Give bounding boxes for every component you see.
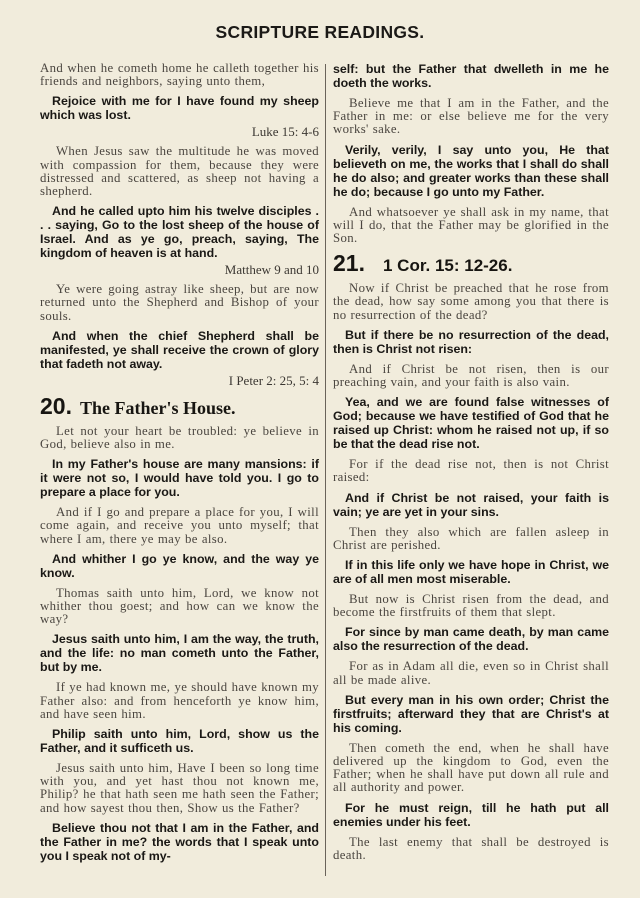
- verse-text: Then they also which are fallen asleep in Christ are perished.: [333, 524, 609, 552]
- verse-response: If in this life only we have hope in Christ, we are of all men most miserable.: [333, 558, 609, 587]
- verse-response: But if there be no resurrection of the dead, then is Christ not risen:: [333, 327, 609, 356]
- left-top-verses: [40, 62, 319, 388]
- verse-response: Verily, verily, I say unto you, He that believeth on me, the works that I shall do shall he do also; and greater works than these shall he do; because I go unto my Father.: [333, 142, 609, 199]
- scripture-reference: Matthew 9 and 10: [224, 262, 319, 278]
- verse-text: When Jesus saw the multitude he was moved with compassion for them, because they were distressed and scattered, as sheep not having a shepherd.: [40, 144, 319, 199]
- verse-response: And when the chief Shepherd shall be manifested, ye shall receive the crown of glory that fadeth not away.: [40, 328, 319, 371]
- verse-text: And when he cometh home he calleth together his friends and neighbors, saying unto them,: [40, 61, 319, 89]
- verse-response: Believe thou not that I am in the Father, and the Father in me? the words that I speak unto you I speak not of my-: [40, 820, 319, 863]
- verse-text: If ye had known me, ye should have known my Father also: and from henceforth ye know him, and have seen him.: [40, 680, 319, 721]
- verse-response: For since by man came death, by man came also the resurrection of the dead.: [333, 625, 609, 654]
- verse-text: For as in Adam all die, even so in Christ shall all be made alive.: [333, 659, 609, 687]
- verse-text: Now if Christ be preached that he rose from the dead, how say some among you that there is no resurrection of the dead?: [333, 281, 609, 322]
- column-divider: [325, 64, 326, 876]
- verse-text: And if I go and prepare a place for you, I will come again, and receive you unto myself; that where I am, there ye may be also.: [40, 505, 319, 546]
- page-title: SCRIPTURE READINGS.: [215, 22, 425, 42]
- verse-text: Then cometh the end, when he shall have delivered up the kingdom to God, even the Father; when he shall have put down all rule and all authority and power.: [333, 740, 609, 795]
- verse-response: Rejoice with me for I have found my sheep which was lost.: [40, 94, 319, 123]
- section-heading-20: [40, 394, 319, 419]
- verse-text: But now is Christ risen from the dead, and become the firstfruits of them that slept.: [333, 592, 609, 620]
- verse-text: For if the dead rise not, then is not Christ raised:: [333, 457, 609, 485]
- left-column: [40, 62, 319, 870]
- section-title: 1 Cor. 15: 12-26.: [382, 256, 513, 276]
- verse-response: In my Father's house are many mansions: if it were not so, I would have told you. I go to prepare a place for you.: [40, 457, 319, 500]
- scripture-reference: Luke 15: 4-6: [251, 124, 319, 140]
- scripture-reference: I Peter 2: 25, 5: 4: [228, 372, 319, 388]
- verse-text: Believe me that I am in the Father, and the Father in me: or else believe me for the very works' sake.: [333, 96, 609, 137]
- verse-text: Jesus saith unto him, Have I been so long time with you, and yet hast thou not known me, Philip? he that hath seen me hath seen the Father; and how sayest thou then, Show us the Father?: [40, 761, 319, 815]
- section-heading-21: [333, 251, 609, 276]
- right-column: [333, 62, 609, 868]
- verse-response: And if Christ be not raised, your faith is vain; ye are yet in your sins.: [333, 490, 609, 519]
- right-bottom-verses: [333, 282, 609, 862]
- verse-text: Ye were going astray like sheep, but are now returned unto the Shepherd and Bishop of your souls.: [40, 282, 319, 323]
- verse-text: Let not your heart be troubled: ye believe in God, believe also in me.: [40, 423, 319, 452]
- verse-response: Yea, and we are found false witnesses of God; because we have testified of God that he raised up Christ: whom he raised not up, if so be that the dead rise not.: [333, 395, 609, 452]
- left-bottom-verses: [40, 425, 319, 863]
- verse-response: And whither I go ye know, and the way ye know.: [40, 551, 319, 580]
- verse-text: Thomas saith unto him, Lord, we know not whither thou goest; and how can we know the way?: [40, 585, 319, 627]
- verse-response: And he called upto him his twelve disciples . . . saying, Go to the lost sheep of the house of Israel. And as ye go, preach, saying, The kingdom of heaven is at hand.: [40, 204, 319, 261]
- section-title: The Father's House.: [79, 397, 236, 418]
- verse-response: For he must reign, till he hath put all enemies under his feet.: [333, 800, 609, 829]
- verse-response: But every man in his own order; Christ the firstfruits; afterward they that are Christ's at his coming.: [333, 692, 609, 735]
- verse-text: The last enemy that shall be destroyed is death.: [333, 834, 609, 862]
- verse-text: And whatsoever ye shall ask in my name, that will I do, that the Father may be glorified in the Son.: [333, 204, 609, 246]
- verse-response: Jesus saith unto him, I am the way, the truth, and the life: no man cometh unto the Father, but by me.: [40, 632, 319, 675]
- section-number: 21.: [333, 250, 365, 277]
- right-top-verses: [333, 62, 609, 245]
- verse-response: Philip saith unto him, Lord, show us the Father, and it sufficeth us.: [40, 727, 319, 756]
- section-number: 20.: [40, 392, 72, 419]
- verse-text: And if Christ be not risen, then is our preaching vain, and your faith is also vain.: [333, 361, 609, 390]
- verse-response: self: but the Father that dwelleth in me he doeth the works.: [333, 62, 609, 90]
